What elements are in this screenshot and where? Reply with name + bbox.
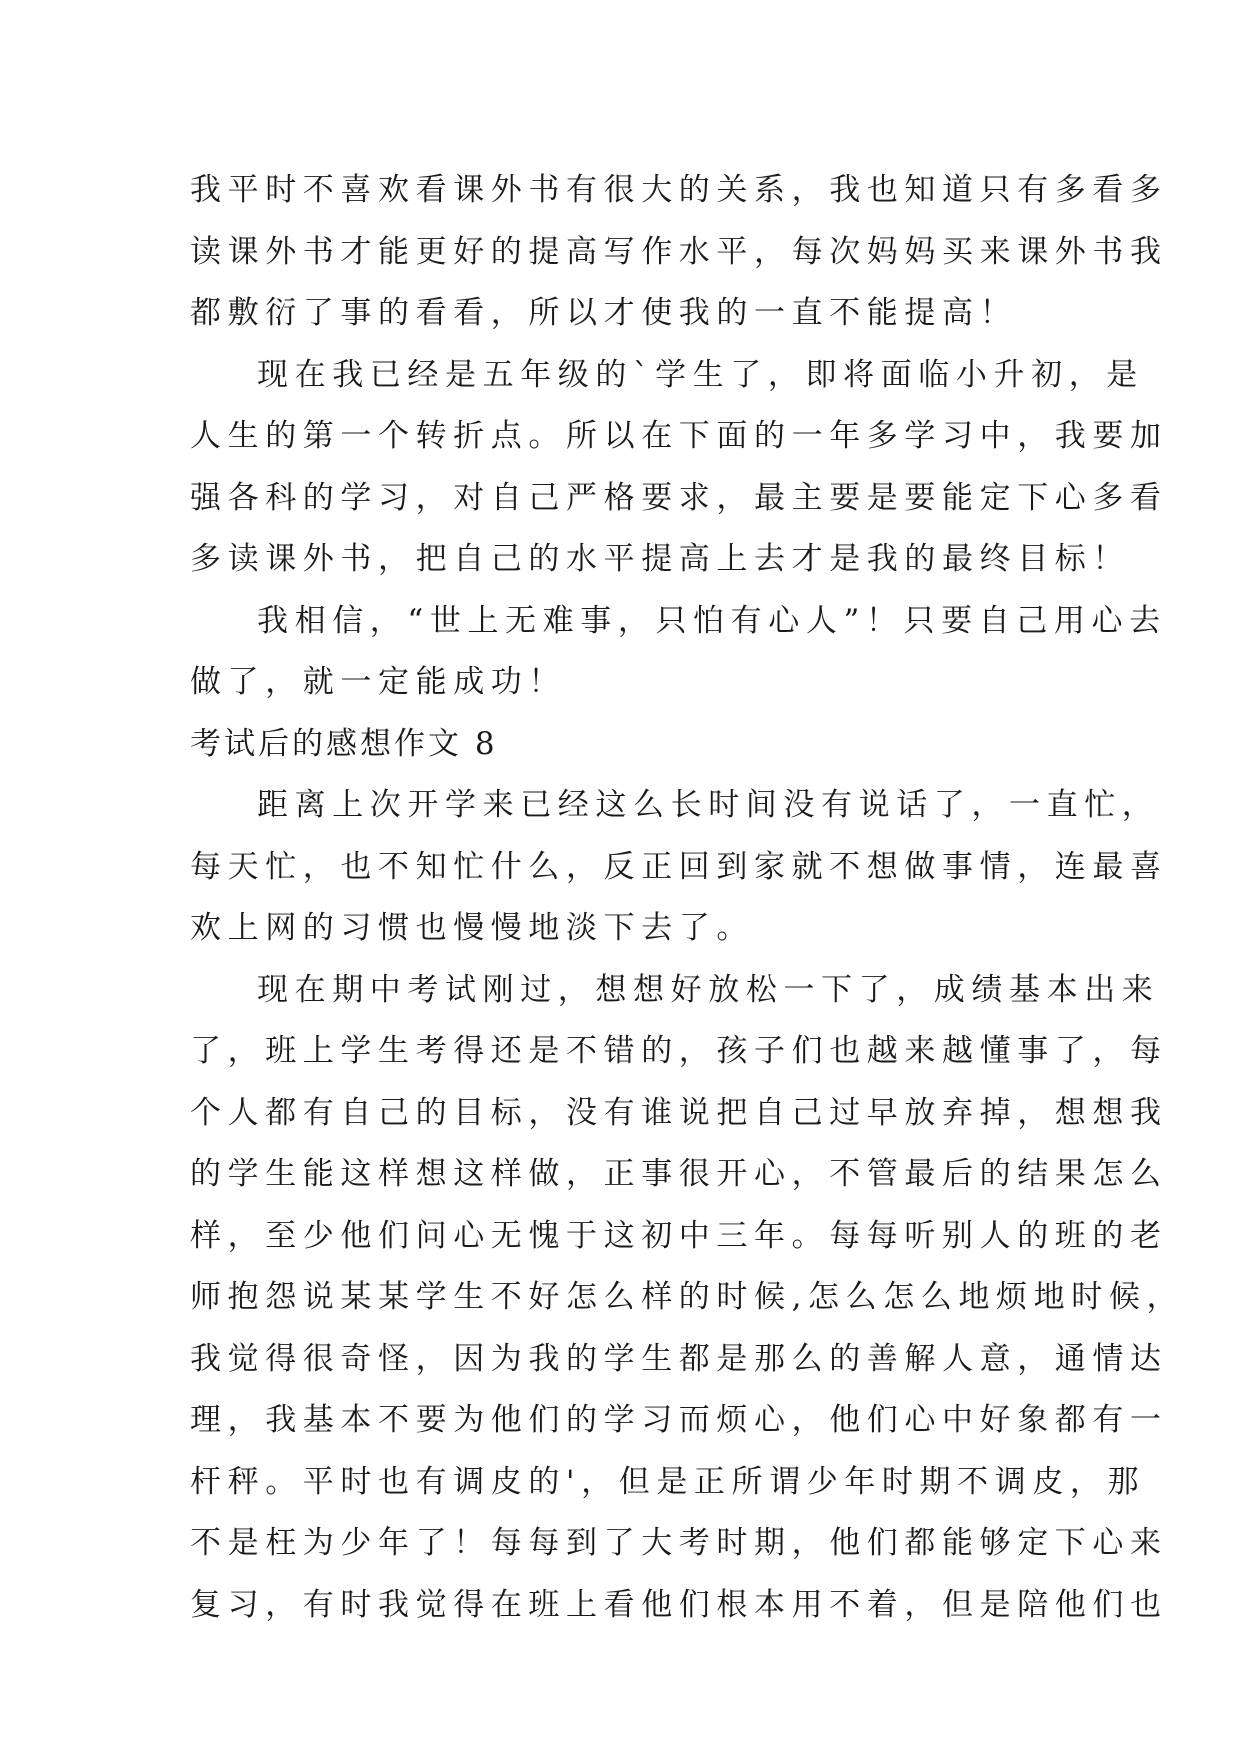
document-page (190, 160, 1185, 1636)
text-line: 欢上网的习惯也慢慢地淡下去了。 (190, 910, 754, 946)
paragraph-start-line: 我相信，“世上无难事，只怕有心人”！只要自己用心去 (257, 602, 1167, 639)
text-line: 都敷衍了事的看看，所以才使我的一直不能提高！ (190, 295, 1018, 331)
text-line: 个人都有自己的目标，没有谁说把自己过早放弃掉，想想我 (190, 1094, 1168, 1131)
paragraph-start-line: 现在我已经是五年级的`学生了，即将面临小升初，是 (257, 356, 1144, 393)
text-line: 师抱怨说某某学生不好怎么样的时候,怎么怎么地烦地时候， (190, 1279, 1185, 1315)
text-line: 的学生能这样想这样做，正事很开心，不管最后的结果怎么 (190, 1156, 1168, 1192)
text-line: 强各科的学习，对自己严格要求，最主要是要能定下心多看 (190, 479, 1168, 516)
text-line: 了，班上学生考得还是不错的，孩子们也越来越懂事了，每 (190, 1033, 1168, 1069)
text-line: 杆秤。平时也有调皮的'，但是正所谓少年时期不调皮，那 (190, 1463, 1146, 1500)
paragraph-start-line: 现在期中考试刚过，想想好放松一下了，成绩基本出来 (257, 971, 1160, 1008)
text-line: 理，我基本不要为他们的学习而烦心，他们心中好象都有一 (190, 1402, 1168, 1438)
text-line: 人生的第一个转折点。所以在下面的一年多学习中，我要加 (190, 418, 1168, 454)
section-heading: 考试后的感想作文 8 (190, 725, 498, 762)
text-line: 复习，有时我觉得在班上看他们根本用不着，但是陪他们也 (190, 1586, 1168, 1623)
text-line: 每天忙，也不知忙什么，反正回到家就不想做事情，连最喜 (190, 848, 1168, 885)
text-line: 做了，就一定能成功！ (190, 664, 566, 700)
text-line: 不是枉为少年了！每每到了大考时期，他们都能够定下心来 (190, 1525, 1168, 1561)
text-line: 多读课外书，把自己的水平提高上去才是我的最终目标！ (190, 541, 1130, 577)
text-line: 我平时不喜欢看课外书有很大的关系，我也知道只有多看多 (190, 172, 1168, 208)
paragraph-start-line: 距离上次开学来已经这么长时间没有说话了，一直忙， (257, 787, 1160, 823)
text-line: 我觉得很奇怪，因为我的学生都是那么的善解人意，通情达 (190, 1340, 1168, 1377)
text-line: 样，至少他们问心无愧于这初中三年。每每听别人的班的老 (190, 1217, 1168, 1254)
text-line: 读课外书才能更好的提高写作水平，每次妈妈买来课外书我 (190, 233, 1168, 270)
